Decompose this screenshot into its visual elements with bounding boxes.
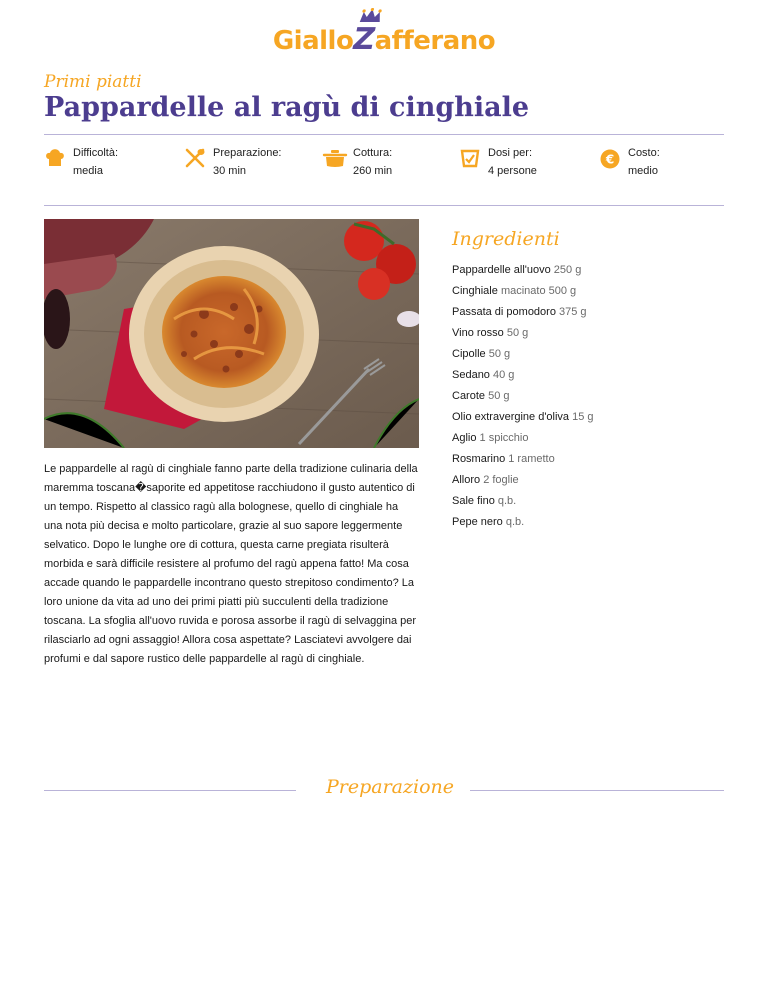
logo-text-afferano: afferano (374, 26, 496, 56)
ingredient-qty: q.b. (497, 495, 517, 507)
ingredient-qty: 250 g (553, 264, 582, 276)
ingredients-title: Ingredienti (452, 228, 560, 250)
ingredient-qty: q.b. (505, 516, 525, 528)
info-value: 4 persone (488, 165, 537, 177)
ingredient-qty: 50 g (506, 327, 529, 339)
info-label: Difficoltà: (73, 147, 119, 159)
ingredient-item (452, 348, 594, 369)
ingredient-qty: 375 g (559, 306, 587, 318)
recipe-category[interactable]: Primi piatti (44, 72, 142, 92)
ingredient-qty: 50 g (488, 390, 510, 402)
ingredient-name[interactable]: Passata di pomodoro (452, 306, 556, 318)
ingredient-item (452, 390, 594, 411)
chef-hat-icon (44, 147, 66, 169)
ingredient-item (452, 474, 594, 495)
ingredient-item (452, 411, 594, 432)
info-value: medio (628, 165, 658, 177)
recipe-info-bar (44, 145, 724, 185)
portions-icon (459, 147, 481, 169)
ingredient-qty: 1 rametto (508, 453, 555, 465)
info-label: Dosi per: (488, 147, 533, 159)
info-value: 260 min (353, 165, 393, 177)
crown-icon (359, 8, 384, 24)
ingredient-name[interactable]: Pappardelle all'uovo (452, 264, 551, 276)
ingredient-item (452, 495, 594, 516)
svg-text:€: € (605, 152, 615, 167)
ingredients-list (452, 264, 594, 537)
ingredient-qty: 50 g (488, 348, 511, 360)
info-label: Preparazione: (213, 147, 282, 159)
ingredient-name[interactable]: Sale fino (452, 495, 495, 507)
ingredient-item (452, 453, 594, 474)
info-value: 30 min (213, 165, 247, 177)
ingredient-name[interactable]: Olio extravergine d'oliva (452, 411, 570, 423)
ingredient-name[interactable]: Alloro (452, 474, 481, 486)
recipe-description: Le pappardelle al ragù di cinghiale fanno parte della tradizione culinaria della maremma toscana�saporite ed appetitose racchiudono il gusto autentico di un tempo. Rispetto al classico ragù alla bolognese, quello di cinghiale ha una nota più decisa e molto particolare, grazie al suo sapore leggermente selvatico. Dopo le lunghe ore di cottura, questa carne pregiata risulterà morbida e sarà difficile resistere al profumo del ragù appena fatto! Ma cosa accade quando le pappardelle incontrano questo strepitoso condimento? La loro unione da vita ad uno dei primi piatti più succulenti della tradizione toscana. La sfoglia all'uovo ruvida e porosa assorbe il ragù di selvaggina per rilasciarlo ad ogni assaggio! Allora cosa aspettate? Lasciatevi avvolgere dai profumi e dal sapore rustico delle pappardelle al ragù di cinghiale. (44, 463, 418, 665)
preparation-divider-right (470, 790, 724, 791)
pasta-dish-illustration (44, 219, 419, 448)
ingredient-name[interactable]: Carote (452, 390, 486, 402)
ingredient-name[interactable]: Pepe nero (452, 516, 503, 528)
ingredient-qty: 15 g (572, 411, 594, 423)
ingredient-qty: macinato 500 g (500, 285, 577, 297)
recipe-title: Pappardelle al ragù di cinghiale (44, 92, 530, 123)
title-divider (44, 134, 724, 135)
ingredient-qty: 1 spicchio (479, 432, 529, 444)
ingredient-name[interactable]: Rosmarino (452, 453, 506, 465)
recipe-photo (44, 219, 419, 448)
ingredient-item (452, 369, 594, 390)
info-value: media (73, 165, 103, 177)
ingredient-name[interactable]: Sedano (452, 369, 490, 381)
ingredient-item (452, 264, 594, 285)
ingredient-item (452, 432, 594, 453)
info-label: Cottura: (353, 147, 393, 159)
ingredient-item (452, 306, 594, 327)
euro-icon (599, 147, 621, 169)
ingredient-name[interactable]: Cinghiale (452, 285, 498, 297)
logo-z: Z (349, 22, 379, 57)
ingredient-item (452, 327, 594, 348)
info-divider (44, 205, 724, 206)
preparation-title: Preparazione (326, 776, 455, 798)
ingredient-qty: 2 foglie (483, 474, 519, 486)
ingredient-name[interactable]: Cipolle (452, 348, 486, 360)
ingredient-qty: 40 g (493, 369, 515, 381)
ingredient-item (452, 516, 594, 537)
ingredient-name[interactable]: Aglio (452, 432, 477, 444)
site-logo[interactable] (0, 10, 768, 60)
ingredient-item (452, 285, 594, 306)
pot-icon (322, 147, 348, 169)
info-label: Costo: (628, 147, 660, 159)
preparation-divider-left (44, 790, 296, 791)
utensils-icon (184, 147, 206, 169)
ingredient-name[interactable]: Vino rosso (452, 327, 504, 339)
logo-text-giallo: Giallo (272, 26, 354, 56)
